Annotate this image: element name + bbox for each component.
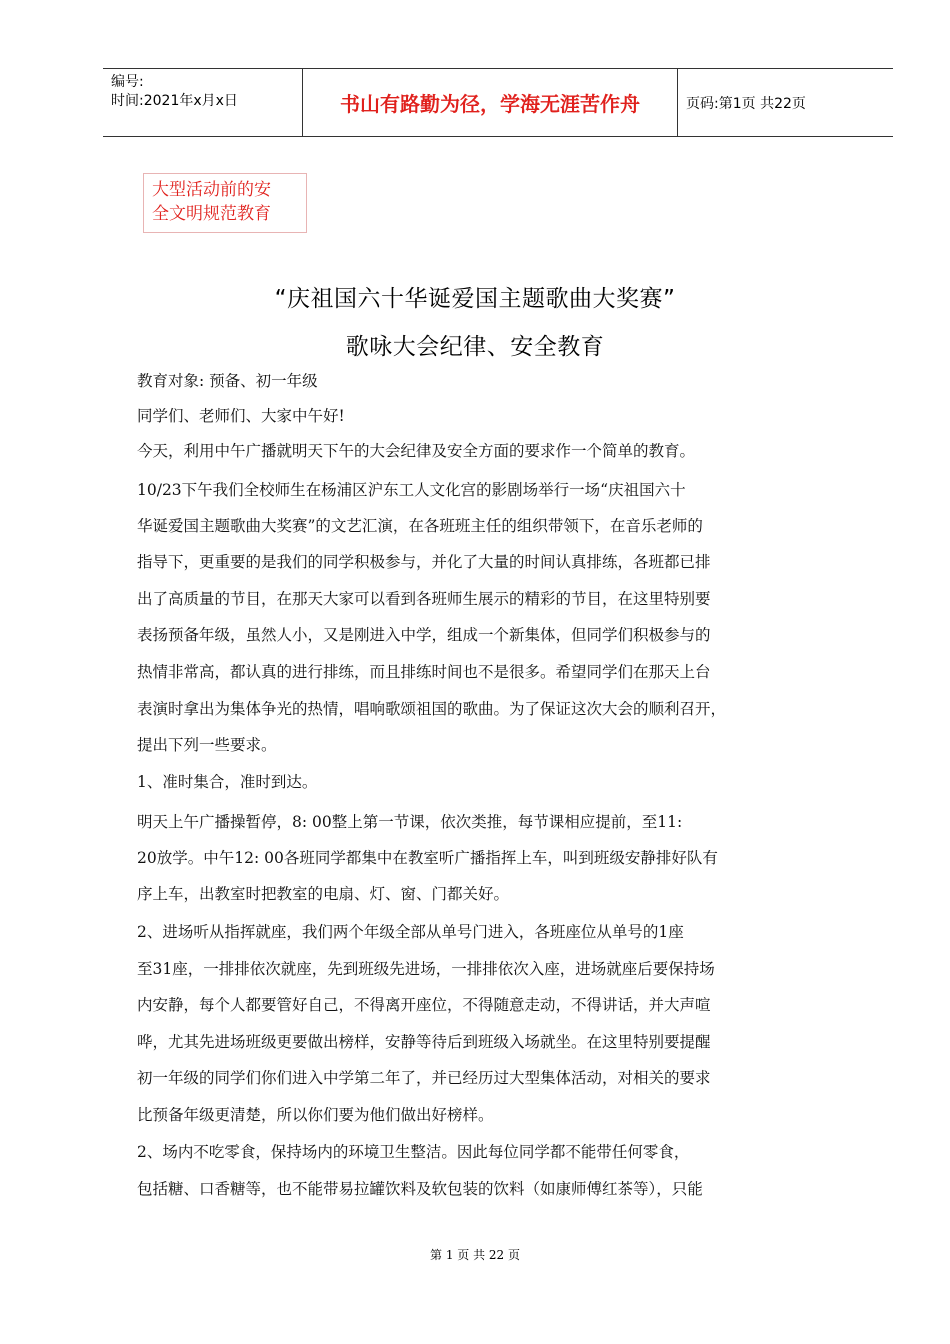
- body-line: 明天上午广播操暂停，8: 00整上第一节课，依次类推，每节课相应提前，至11:: [137, 813, 683, 831]
- stamp-line-1: 大型活动前的安: [152, 180, 271, 200]
- body-line: 2、场内不吃零食，保持场内的环境卫生整洁。因此每位同学都不能带任何零食，: [137, 1143, 690, 1161]
- body-line: 哗，尤其先进场班级更要做出榜样，安静等待后到班级入场就坐。在这里特别要提醒: [137, 1033, 711, 1051]
- body-line: 序上车，出教室时把教室的电扇、灯、窗、门都关好。: [137, 885, 510, 903]
- body-line: 初一年级的同学们你们进入中学第二年了，并已经历过大型集体活动，对相关的要求: [137, 1069, 711, 1087]
- body-line: 表演时拿出为集体争光的热情，唱响歌颂祖国的歌曲。为了保证这次大会的顺利召开，: [137, 700, 727, 718]
- document-title: “庆祖国六十华诞爱国主题歌曲大奖赛”: [274, 286, 676, 312]
- body-line: 20放学。中午12: 00各班同学都集中在教室听广播指挥上车，叫到班级安静排好队有: [137, 849, 718, 867]
- body-line: 指导下，更重要的是我们的同学积极参与，并化了大量的时间认真排练，各班都已排: [137, 553, 711, 571]
- body-line: 出了高质量的节目，在那天大家可以看到各班师生展示的精彩的节目，在这里特别要: [137, 590, 711, 608]
- body-line: 至31座，一排排依次就座，先到班级先进场，一排排依次入座，进场就座后要保持场: [137, 960, 715, 978]
- body-line: 提出下列一些要求。: [137, 736, 277, 754]
- body-line: 包括糖、口香糖等，也不能带易拉罐饮料及软包装的饮料（如康师傅红茶等），只能: [137, 1180, 703, 1198]
- body-line: 今天，利用中午广播就明天下午的大会纪律及安全方面的要求作一个简单的教育。: [137, 442, 696, 460]
- stamp-line-2: 全文明规范教育: [152, 204, 271, 224]
- body-line: 热情非常高，都认真的进行排练，而且排练时间也不是很多。希望同学们在那天上台: [137, 663, 711, 681]
- number-label: 编号:: [111, 74, 144, 90]
- body-line: 比预备年级更清楚，所以你们要为他们做出好榜样。: [137, 1106, 494, 1124]
- body-line: 华诞爱国主题歌曲大奖赛”的文艺汇演，在各班班主任的组织带领下，在音乐老师的: [137, 517, 703, 535]
- topic-stamp: [143, 173, 307, 233]
- body-line: 10/23下午我们全校师生在杨浦区沪东工人文化宫的影剧场举行一场“庆祖国六十: [137, 481, 686, 499]
- time-label: 时间:2021年x月x日: [111, 93, 238, 109]
- document-subtitle: 歌咏大会纪律、安全教育: [345, 334, 605, 360]
- body-line: 内安静，每个人都要管好自己，不得离开座位，不得随意走动，不得讲话，并大声喧: [137, 996, 711, 1014]
- body-line: 表扬预备年级，虽然人小，又是刚进入中学，组成一个新集体，但同学们积极参与的: [137, 626, 711, 644]
- header-page-label: 页码:第1页 共22页: [686, 95, 806, 112]
- header-motto: 书山有路勤为径，学海无涯苦作舟: [303, 69, 678, 136]
- body-line: 1、准时集合，准时到达。: [137, 773, 318, 791]
- body-line: 2、进场听从指挥就座，我们两个年级全部从单号门进入，各班座位从单号的1座: [137, 923, 684, 941]
- body-line: 同学们、老师们、大家中午好!: [137, 407, 345, 425]
- page-footer: 第 1 页 共 22 页: [430, 1248, 520, 1262]
- header-meta: [103, 69, 303, 136]
- header-table: [103, 68, 893, 137]
- body-line: 教育对象: 预备、初一年级: [137, 372, 318, 390]
